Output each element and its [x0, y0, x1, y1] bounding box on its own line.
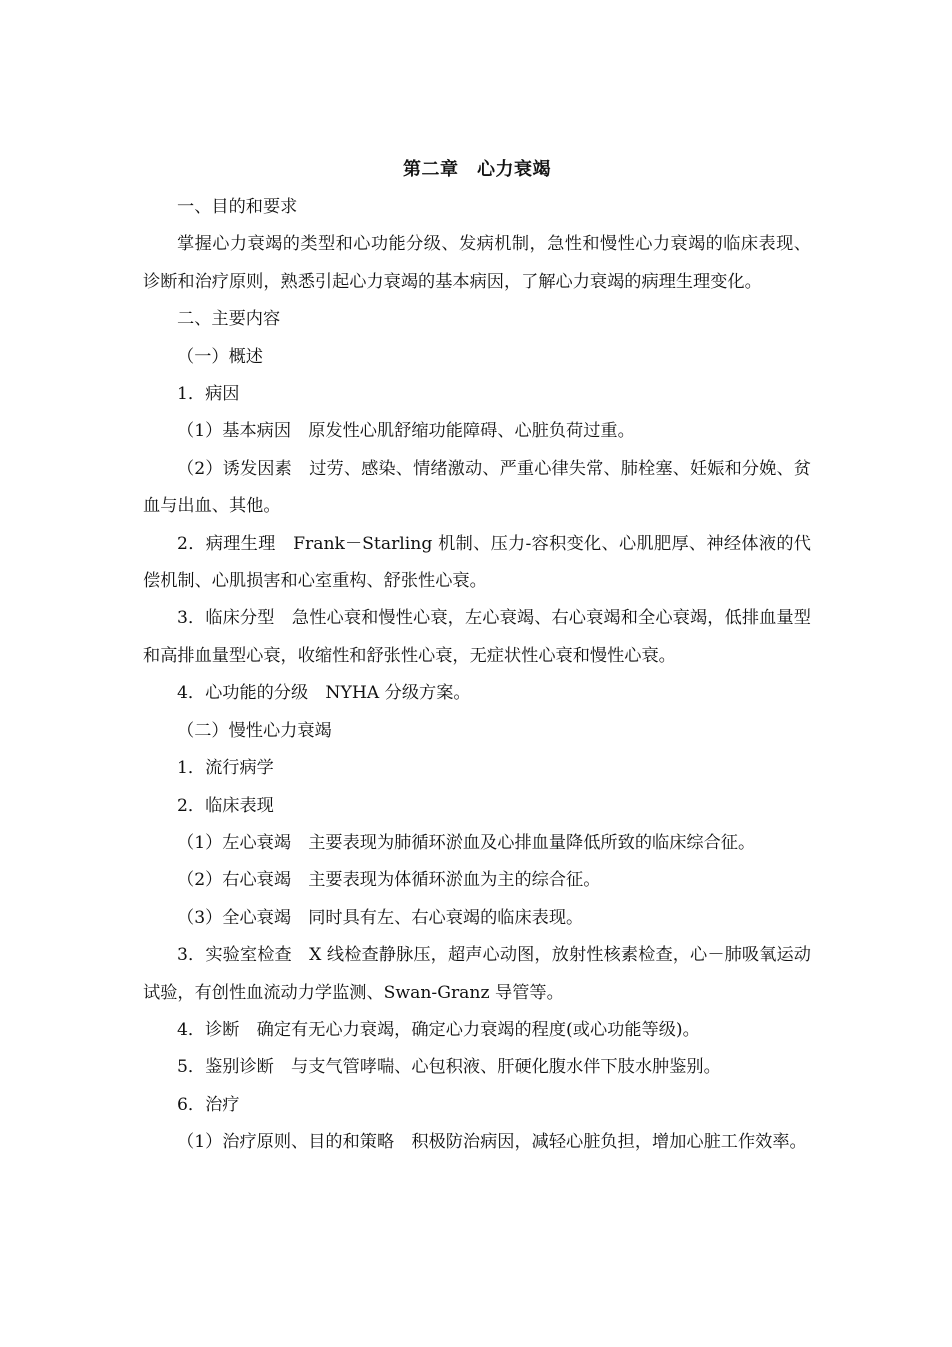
item-clinical-presentation: 2．临床表现	[177, 795, 274, 816]
subsection-overview: （一）概述	[177, 346, 263, 367]
chapter-title: 第二章 心力衰竭	[403, 159, 551, 180]
document-page	[143, 152, 811, 1162]
objectives-text: 掌握心力衰竭的类型和心功能分级、发病机制，急性和慢性心力衰竭的临床表现、诊断和治疗原则，熟悉引起心力衰竭的基本病因，了解心力衰竭的病理生理变化。	[143, 234, 811, 292]
item-right-heart-failure: （2）右心衰竭 主要表现为体循环淤血为主的综合征。	[177, 870, 601, 891]
subsection-chronic-heart-failure: （二）慢性心力衰竭	[177, 720, 332, 741]
item-lab-tests: 3．实验室检查 X 线检查静脉压，超声心动图，放射性核素检查，心－肺吸氧运动试验，有创性血流动力学监测、Swan-Granz 导管等。	[143, 945, 811, 1003]
item-epidemiology: 1．流行病学	[177, 758, 274, 779]
item-function-grading: 4．心功能的分级 NYHA 分级方案。	[177, 683, 471, 704]
item-differential-diagnosis: 5．鉴别诊断 与支气管哮喘、心包积液、肝硬化腹水伴下肢水肿鉴别。	[177, 1057, 721, 1078]
item-clinical-types: 3．临床分型 急性心衰和慢性心衰，左心衰竭、右心衰竭和全心衰竭，低排血量型和高排血量型心衰，收缩性和舒张性心衰，无症状性心衰和慢性心衰。	[143, 608, 811, 666]
section-heading-objectives: 一、目的和要求	[177, 197, 298, 217]
section-heading-main-content: 二、主要内容	[177, 309, 281, 330]
item-treatment: 6．治疗	[177, 1094, 240, 1115]
item-etiology: 1．病因	[177, 384, 240, 405]
item-total-heart-failure: （3）全心衰竭 同时具有左、右心衰竭的临床表现。	[177, 907, 584, 928]
item-basic-cause: （1）基本病因 原发性心肌舒缩功能障碍、心脏负荷过重。	[177, 421, 635, 442]
item-left-heart-failure: （1）左心衰竭 主要表现为肺循环淤血及心排血量降低所致的临床综合征。	[177, 832, 756, 853]
item-triggers: （2）诱发因素 过劳、感染、情绪激动、严重心律失常、肺栓塞、妊娠和分娩、贫血与出血、其他。	[143, 458, 811, 517]
item-diagnosis: 4．诊断 确定有无心力衰竭，确定心力衰竭的程度(或心功能等级)。	[177, 1019, 700, 1040]
item-pathophysiology: 2．病理生理 Frank－Starling 机制、压力-容积变化、心肌肥厚、神经体液的代偿机制、心肌损害和心室重构、舒张性心衰。	[143, 533, 811, 592]
item-treatment-principles: （1）治疗原则、目的和策略 积极防治病因，减轻心脏负担，增加心脏工作效率。	[177, 1132, 807, 1153]
